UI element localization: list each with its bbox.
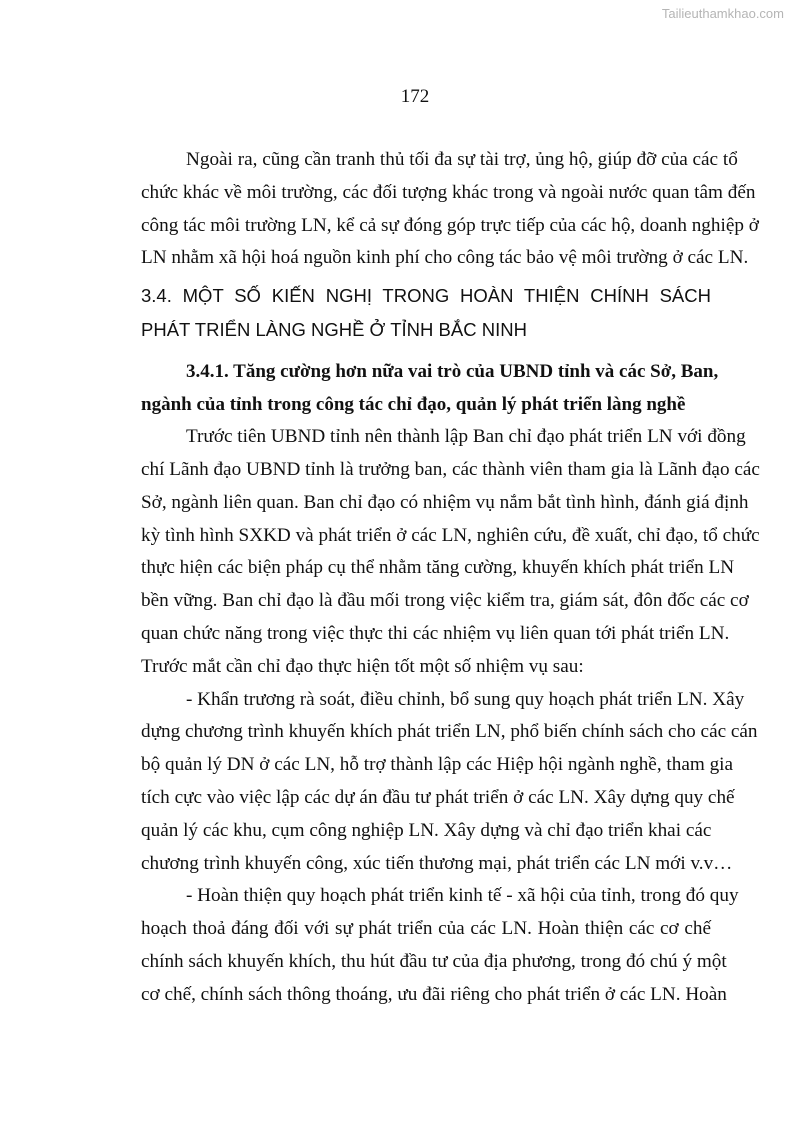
text-line: tích cực vào việc lập các dự án đầu tư phát triển ở các LN. Xây dựng quy chế: [141, 786, 735, 808]
watermark: Tailieuthamkhao.com: [661, 6, 784, 21]
text-line: Ngoài ra, cũng cần tranh thủ tối đa sự tài trợ, ủng hộ, giúp đỡ của các tổ: [186, 149, 738, 170]
heading-line: 3.4.1. Tăng cường hơn nữa vai trò của UBND tỉnh và các Sở, Ban,: [186, 361, 719, 383]
text-line: - Hoàn thiện quy hoạch phát triển kinh tế - xã hội của tỉnh, trong đó quy: [186, 885, 739, 907]
page-number: 172: [400, 86, 430, 107]
text-line: - Khẩn trương rà soát, điều chỉnh, bổ sung quy hoạch phát triển LN. Xây: [186, 688, 745, 710]
text-line: bền vững. Ban chỉ đạo là đầu mối trong việc kiểm tra, giám sát, đôn đốc các cơ: [141, 590, 749, 612]
section-heading-3-4: [141, 279, 711, 347]
paragraph-3: [141, 684, 758, 881]
text-line: kỳ tình hình SXKD và phát triển ở các LN, nghiên cứu, đề xuất, chỉ đạo, tổ chức: [141, 524, 760, 546]
section-heading-3-4-1: [141, 355, 719, 421]
text-line: thực hiện các biện pháp cụ thể nhằm tăng cường, khuyến khích phát triển LN: [141, 557, 735, 579]
text-line: chương trình khuyến công, xúc tiến thương mại, phát triển các LN mới v.v…: [141, 852, 733, 874]
text-line: quản lý các khu, cụm công nghiệp LN. Xây dựng và chỉ đạo triển khai các: [141, 819, 712, 841]
text-line: công tác môi trường LN, kể cả sự đóng góp trực tiếp của các hộ, doanh nghiệp ở: [141, 214, 759, 236]
text-line: quan chức năng trong việc thực thi các nhiệm vụ liên quan tới phát triển LN.: [141, 622, 730, 644]
text-line: Sở, ngành liên quan. Ban chỉ đạo có nhiệm vụ nắm bắt tình hình, đánh giá định: [141, 491, 749, 513]
text-line: cơ chế, chính sách thông thoáng, ưu đãi riêng cho phát triển ở các LN. Hoàn: [141, 983, 727, 1005]
text-line: chí Lãnh đạo UBND tỉnh là trưởng ban, các thành viên tham gia là Lãnh đạo các: [141, 458, 760, 480]
paragraph-1: [141, 144, 759, 275]
text-line: LN nhằm xã hội hoá nguồn kinh phí cho công tác bảo vệ môi trường ở các LN.: [141, 247, 749, 269]
text-line: Trước tiên UBND tỉnh nên thành lập Ban chỉ đạo phát triển LN với đồng: [186, 426, 746, 448]
text-line: chức khác về môi trường, các đối tượng khác trong và ngoài nước quan tâm đến: [141, 181, 756, 203]
paragraph-4: [141, 880, 739, 1011]
text-line: bộ quản lý DN ở các LN, hỗ trợ thành lập các Hiệp hội ngành nghề, tham gia: [141, 754, 734, 776]
heading-line: PHÁT TRIỂN LÀNG NGHỀ Ở TỈNH BẮC NINH: [141, 319, 527, 341]
text-line: chính sách khuyến khích, thu hút đầu tư của địa phương, trong đó chú ý một: [141, 950, 727, 972]
text-line: hoạch thoả đáng đối với sự phát triển của các LN. Hoàn thiện các cơ chế: [141, 918, 711, 940]
page-body: [141, 144, 760, 1012]
heading-line: 3.4. MỘT SỐ KIẾN NGHỊ TRONG HOÀN THIỆN CHÍNH SÁCH: [141, 285, 711, 307]
heading-line: ngành của tỉnh trong công tác chỉ đạo, quản lý phát triển làng nghề: [141, 394, 686, 416]
text-line: dựng chương trình khuyến khích phát triển LN, phổ biến chính sách cho các cán: [141, 721, 758, 743]
text-line: Trước mắt cần chỉ đạo thực hiện tốt một số nhiệm vụ sau:: [141, 655, 584, 677]
paragraph-2: [141, 421, 760, 683]
